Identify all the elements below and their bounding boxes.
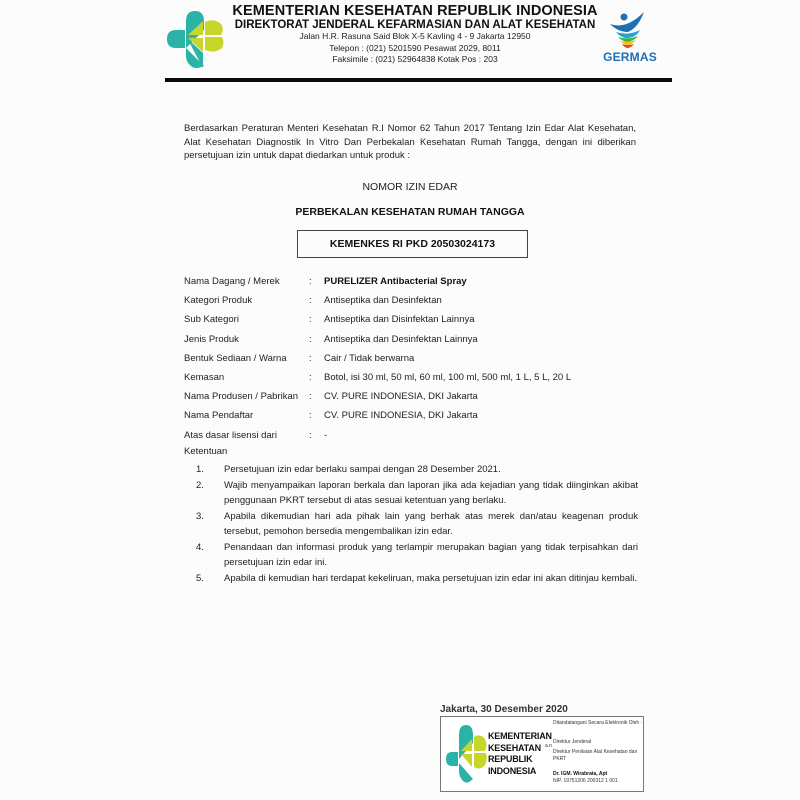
kemenkes-stamp-logo-icon [445,721,489,787]
field-colon: : [309,314,312,326]
nomor-izin-edar-title: NOMOR IZIN EDAR [362,181,458,193]
field-row-form-color [184,349,644,368]
signature-details [553,717,645,785]
ministry-name: KEMENTERIAN KESEHATAN REPUBLIK INDONESIA [232,3,598,19]
field-label: Sub Kategori [184,314,239,326]
field-row-manufacturer [184,387,644,406]
term-item [196,540,638,570]
term-number: 5. [196,573,204,584]
field-value: Antiseptika dan Desinfektan Lainnya [324,333,478,345]
field-colon: : [309,333,312,345]
product-details [184,272,644,445]
term-item [196,571,638,586]
org-line: INDONESIA [488,765,537,776]
field-value: - [324,429,328,441]
term-item [196,509,638,539]
signature-an: a.n [545,743,552,749]
term-number: 1. [196,464,204,475]
signer-name: Dr. IGM. Wirabrata, Apt [553,771,608,777]
field-value: Cair / Tidak berwarna [324,352,415,364]
field-label: Nama Produsen / Pabrikan [184,391,299,403]
term-text: Persetujuan izin edar berlaku sampai dengan 28 Desember 2021. [224,464,501,475]
field-value: CV. PURE INDONESIA, DKI Jakarta [324,391,478,403]
signed-by-label: Ditandatangani Secara Elektronik Oleh : [553,720,642,726]
field-row-category [184,291,644,310]
field-value: Botol, isi 30 ml, 50 ml, 60 ml, 100 ml, 500 ml, 1 L, 5 L, 20 L [324,371,572,383]
term-text: Wajib menyampaikan laporan berkala dan laporan jika ada kejadian yang tidak diinginkan akibat penggunaan PKRT tersebut di atas sesuai ketentuan yang berlaku. [224,480,638,506]
org-line: KESEHATAN [488,742,541,753]
directorate-name: DIREKTORAT JENDERAL KEFARMASIAN DAN ALAT KESEHATAN [234,19,596,31]
field-label: Kemasan [184,371,225,383]
field-label: Nama Dagang / Merek [184,276,280,287]
registration-number: KEMENKES RI PKD 20503024173 [329,238,496,250]
field-label: Bentuk Sediaan / Warna [184,352,287,364]
category-title: PERBEKALAN KESEHATAN RUMAH TANGGA [295,206,525,218]
field-value: CV. PURE INDONESIA, DKI Jakarta [324,410,478,422]
intro-paragraph: Berdasarkan Peraturan Menteri Kesehatan R.I Nomor 62 Tahun 2017 Tentang Izin Edar Alat Kesehatan, Alat Kesehatan Diagnostik In Vitro Dan Perbekalan Kesehatan Rumah Tangga, dengan ini diberikan persetujuan izin untuk dapat diedarkan untuk produk : [184,123,636,161]
term-item [196,462,638,477]
term-number: 2. [196,480,204,491]
term-number: 3. [196,511,204,522]
germas-label: GERMAS [603,50,657,64]
term-text: Apabila di kemudian hari terdapat kekeliruan, maka persetujuan izin edar ini akan ditinjau kembali. [224,573,637,584]
field-label: Jenis Produk [184,333,239,345]
field-colon: : [309,276,312,287]
field-row-registrant [184,406,644,425]
org-line: KEMENTERIAN [488,731,552,741]
field-value: Antiseptika dan Disinfektan Lainnya [324,314,475,326]
kemenkes-logo-icon [165,8,227,70]
field-label: Atas dasar lisensi dari [184,429,277,441]
term-number: 4. [196,542,204,553]
electronic-signature-box [440,716,644,792]
field-value: Antiseptika dan Desinfektan [324,295,442,307]
field-colon: : [309,429,312,441]
ketentuan-label: Ketentuan [184,446,228,457]
field-colon: : [309,371,312,383]
field-row-brand [184,272,644,291]
header-divider [165,78,672,82]
field-label: Nama Pendaftar [184,410,254,422]
field-row-subcategory [184,310,644,329]
signature-org-name [488,731,552,777]
fax: Faksimile : (021) 52964838 Kotak Pos : 203 [332,54,498,64]
signer-position-2: Direktur Penilaian Alat Kesehatan dan PKRT [553,749,638,762]
field-row-product-type [184,330,644,349]
letterhead [230,4,600,66]
field-colon: : [309,391,312,403]
org-line: REPUBLIK [488,754,533,764]
field-row-license [184,426,644,445]
field-value: PURELIZER Antibacterial Spray [324,276,467,287]
field-row-packaging [184,368,644,387]
field-colon: : [309,410,312,422]
field-label: Kategori Produk [184,295,253,307]
signer-nip: NIP. 19751206 200312 1 001 [553,778,618,784]
germas-logo-icon [600,10,660,68]
terms-list [196,462,638,587]
term-text: Penandaan dan informasi produk yang terlampir merupakan bagian yang tidak terpisahkan dari persetujuan izin edar ini. [224,542,638,568]
field-colon: : [309,295,312,307]
term-text: Apabila dikemudian hari ada pihak lain yang berhak atas merek dan/atau keagenan produk tersebut, pemohon bersedia mengembalikan izin edar. [224,511,638,537]
registration-number-box [297,230,528,258]
signature-place-date: Jakarta, 30 Desember 2020 [440,704,568,715]
signer-position-1: Direktur Jenderal [553,739,592,745]
field-colon: : [309,352,312,364]
phone: Telepon : (021) 5201590 Pesawat 2029, 8011 [329,42,501,53]
term-item [196,478,638,508]
address: Jalan H.R. Rasuna Said Blok X-5 Kavling 4 - 9 Jakarta 12950 [299,31,531,41]
